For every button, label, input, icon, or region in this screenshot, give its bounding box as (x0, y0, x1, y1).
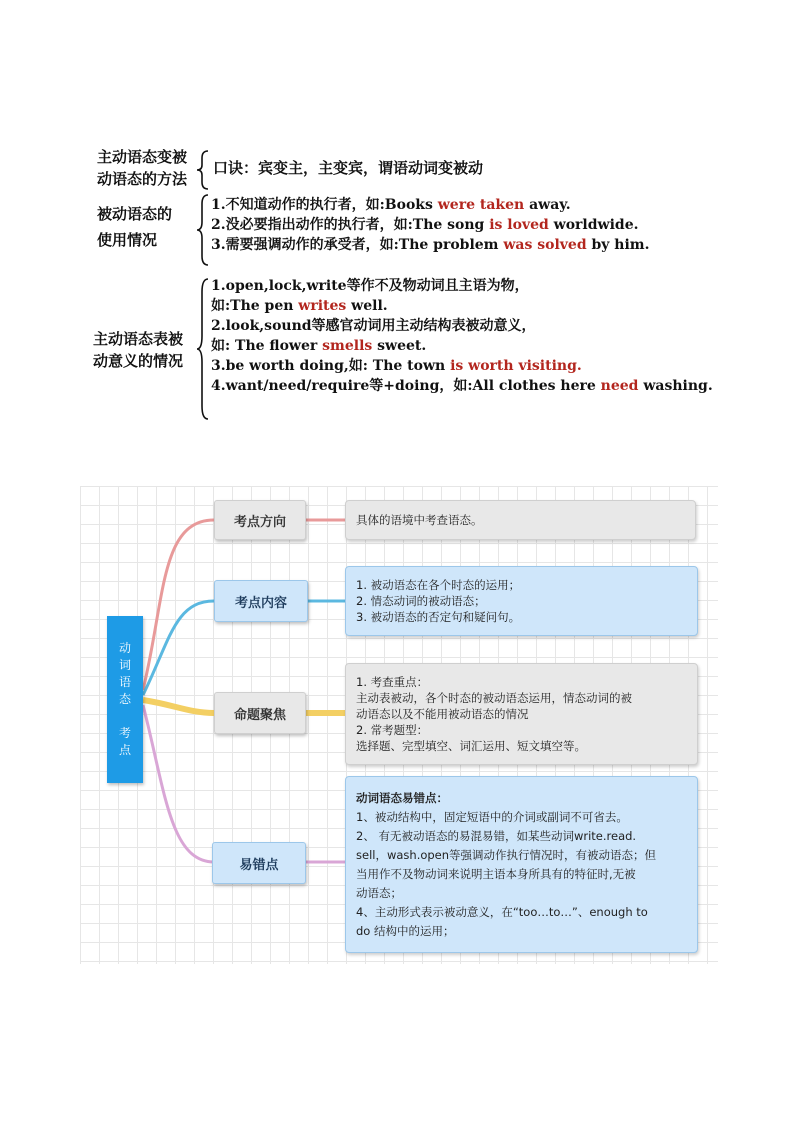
box-line: 动语态以及不能用被动语态的情况 (356, 707, 529, 721)
box-line: 当用作不及物动词来说明主语本身所具有的特征时,无被 (356, 867, 636, 881)
item-text: well. (346, 298, 388, 314)
box-topic-focus (345, 663, 698, 765)
highlight-text: writes (298, 298, 347, 314)
node-exam-direction: 考点方向 (214, 500, 306, 540)
box-line: do 结构中的运用； (356, 924, 455, 938)
row1-label-line: 主动语态变被 (97, 148, 188, 166)
node-error-points: 易错点 (212, 842, 306, 884)
item-text: by him. (586, 237, 650, 253)
item-text: away. (524, 197, 571, 213)
item-text: 3.需要强调动作的承受者，如:The problem (211, 237, 504, 253)
box-line: 主动表被动，各个时态的被动语态运用，情态动词的被 (356, 691, 632, 705)
highlight-text: was solved (503, 237, 587, 253)
mindmap-root (107, 616, 143, 783)
item-text: 如:The pen (211, 298, 299, 314)
item-text: 1.不知道动作的执行者，如:Books (211, 197, 438, 213)
root-char: 态 (118, 692, 131, 706)
root-char (123, 708, 127, 725)
box-error-points (345, 776, 698, 953)
item-text: 2.没必要指出动作的执行者，如:The song (211, 217, 490, 233)
box-line: 具体的语境中考查语态。 (356, 513, 483, 527)
root-char: 动 (118, 641, 131, 655)
root-char: 语 (118, 675, 131, 689)
box-line: sell，wash.open等强调动作执行情况时，有被动语态；但 (356, 848, 657, 862)
row2-label-line: 使用情况 (97, 231, 158, 249)
box-line: 动语态； (356, 886, 402, 900)
root-char: 考 (118, 726, 131, 740)
item-text: sweet. (372, 338, 427, 354)
item-text: 4.want/need/require等+doing，如:All clothes here (211, 378, 601, 394)
highlight-text: is loved (489, 217, 549, 233)
highlight-text: were taken (437, 197, 525, 213)
box-line: 1、被动结构中，固定短语中的介词或副词不可省去。 (356, 810, 628, 824)
highlight-text: is worth visiting. (450, 358, 582, 374)
box-title: 动词语态易错点： (356, 791, 448, 805)
row1-label-line: 动语态的方法 (97, 170, 188, 188)
row2-label-line: 被动语态的 (97, 205, 173, 223)
box-line: 1. 被动语态在各个时态的运用； (356, 578, 521, 592)
box-line: 1. 考查重点： (356, 675, 429, 689)
item-text: washing. (638, 378, 713, 394)
item-text: 如: The flower (211, 338, 323, 354)
highlight-text: need (600, 378, 639, 394)
root-char: 点 (118, 743, 131, 757)
row3-label-line: 动意义的情况 (93, 352, 184, 370)
node-exam-content: 考点内容 (214, 580, 308, 622)
box-line: 4、主动形式表示被动意义，在“too…to…”、enough to (356, 905, 648, 919)
item-text: 1.open,lock,write等作不及物动词且主语为物， (211, 278, 529, 294)
box-line: 2. 常考题型： (356, 723, 429, 737)
box-line: 选择题、完型填空、词汇运用、短文填空等。 (356, 739, 586, 753)
box-exam-content (345, 566, 698, 636)
item-text: 2.look,sound等感官动词用主动结构表被动意义， (211, 318, 536, 334)
item-text: worldwide. (548, 217, 639, 233)
root-char: 词 (118, 658, 131, 672)
item-text: 口诀：宾变主，主变宾，谓语动词变被动 (213, 159, 484, 177)
box-line: 2. 情态动词的被动语态； (356, 594, 486, 608)
row3-label-line: 主动语态表被 (93, 330, 184, 348)
item-text: 3.be worth doing,如: The town (211, 358, 451, 374)
box-line: 3. 被动语态的否定句和疑问句。 (356, 610, 521, 624)
box-exam-direction (345, 500, 696, 540)
box-line: 2、 有无被动语态的易混易错，如某些动词write.read. (356, 829, 637, 843)
node-topic-focus: 命题聚焦 (214, 692, 306, 734)
highlight-text: smells (322, 338, 373, 354)
